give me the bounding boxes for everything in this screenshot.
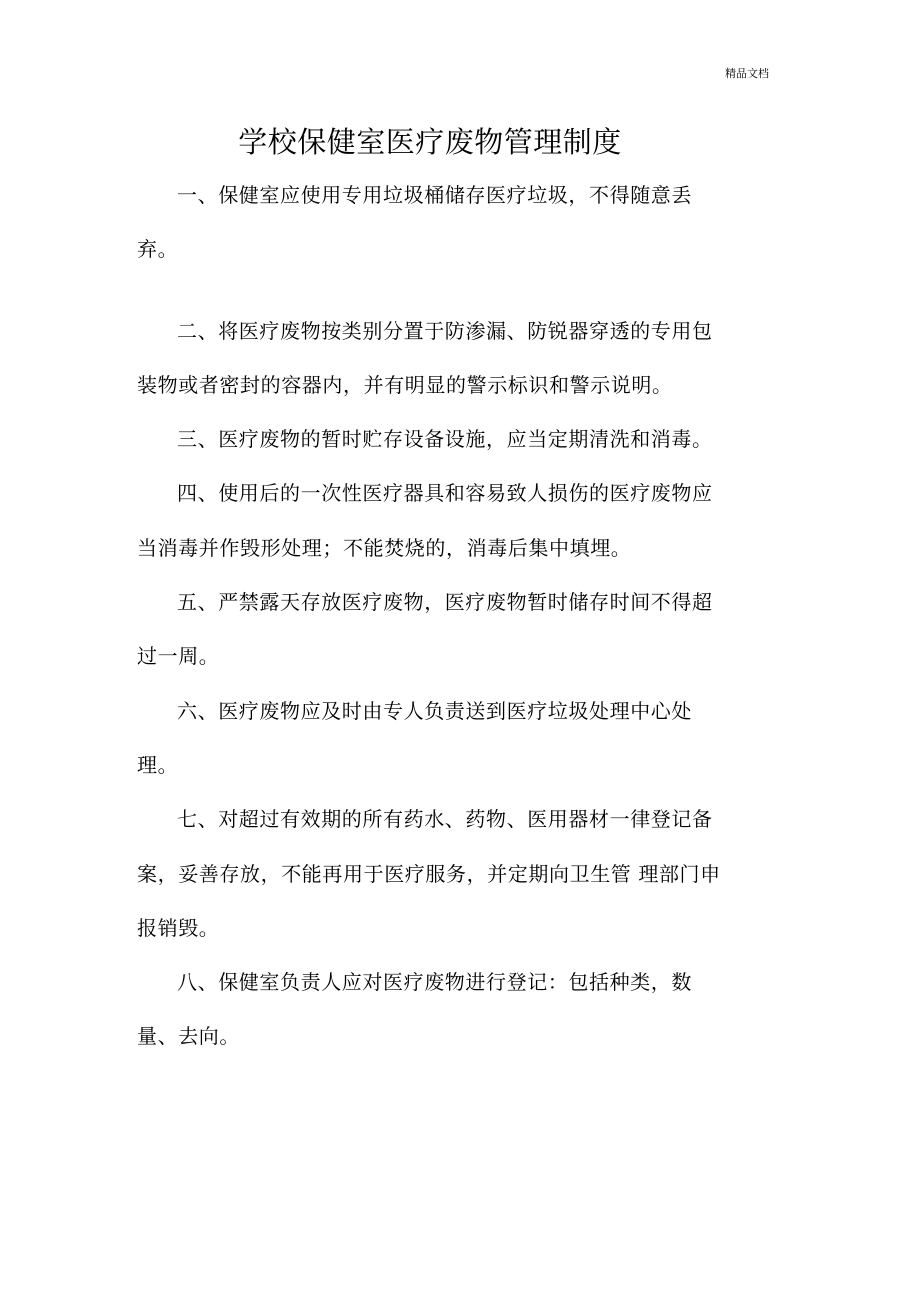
document-body [137, 168, 722, 1064]
rule-paragraph-1: 一、保健室应使用专用垃圾桶储存医疗垃圾，不得随意丢弃。 [137, 183, 692, 262]
document-header-mark: 精品文档 [725, 67, 769, 80]
rule-paragraph-5: 五、严禁露天存放医疗废物，医疗废物暂时储存时间不得超过一周。 [137, 590, 713, 669]
rule-paragraph-2: 二、将医疗废物按类别分置于防渗漏、防锐器穿透的专用包装物或者密封的容器内，并有明显的警示标识和警示说明。 [137, 318, 713, 397]
rule-paragraph-4: 四、使用后的一次性医疗器具和容易致人损伤的医疗废物应当消毒并作毁形处理；不能焚烧的，消毒后集中填埋。 [137, 481, 713, 560]
document-title: 学校保健室医疗废物管理制度 [238, 125, 622, 159]
rule-paragraph-8: 八、保健室负责人应对医疗废物进行登记：包括种类，数量、去向。 [137, 970, 692, 1049]
rule-paragraph-6: 六、医疗废物应及时由专人负责送到医疗垃圾处理中心处理。 [137, 698, 692, 777]
rule-paragraph-7: 七、对超过有效期的所有药水、药物、医用器材一律登记备案，妥善存放，不能再用于医疗服务，并定期向卫生管 理部门申报销毁。 [137, 807, 721, 940]
rule-paragraph-3: 三、医疗废物的暂时贮存设备设施，应当定期清洗和消毒。 [177, 427, 713, 452]
